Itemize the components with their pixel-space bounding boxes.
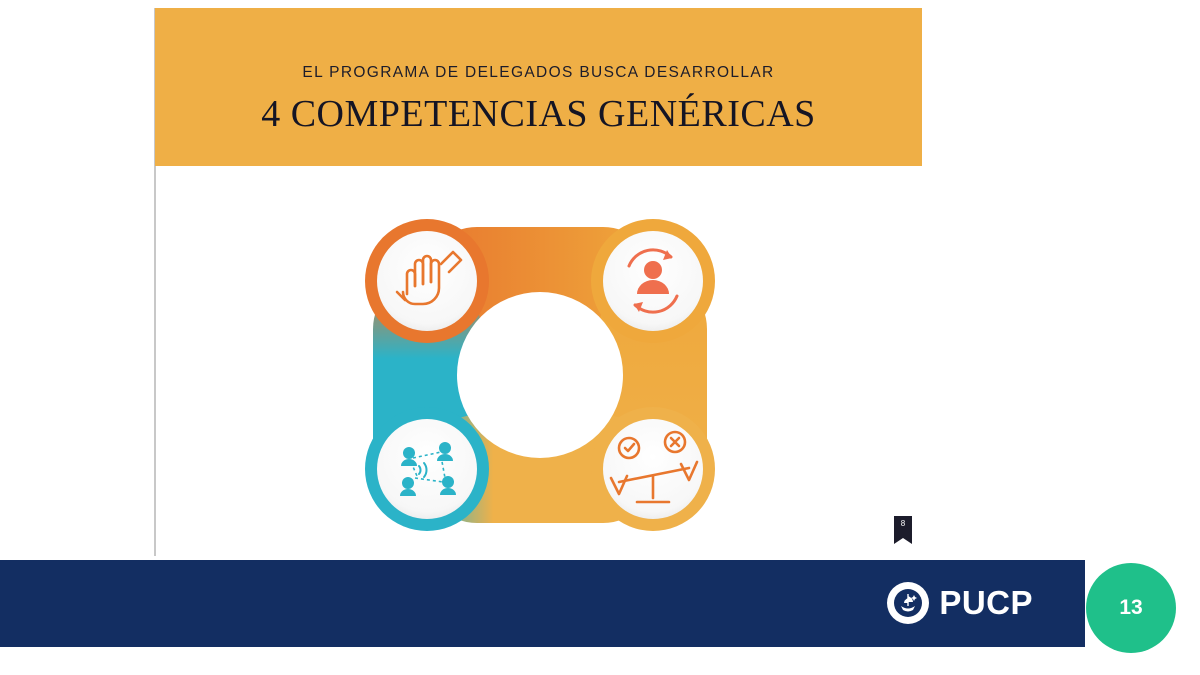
competencies-diagram (345, 190, 735, 560)
diagram-node-top-right (591, 219, 715, 343)
title-banner (155, 8, 922, 166)
diagram-node-bottom-left (365, 407, 489, 531)
page-title: 4 COMPETENCIAS GENÉRICAS (261, 93, 816, 135)
diagram-node-bottom-right (591, 407, 715, 531)
slide-page-marker (894, 516, 912, 538)
page-number-label: 13 (1119, 596, 1143, 619)
slide-page-marker-label: 8 (900, 519, 906, 528)
brand-lockup (887, 582, 1033, 624)
diagram-node-top-left (365, 219, 489, 343)
title-kicker: EL PROGRAMA DE DELEGADOS BUSCA DESARROLLAR (302, 64, 775, 81)
footer-bar (0, 560, 1085, 647)
pucp-shield-icon (887, 582, 929, 624)
page-number-badge (1086, 563, 1176, 653)
brand-name: PUCP (939, 584, 1033, 621)
